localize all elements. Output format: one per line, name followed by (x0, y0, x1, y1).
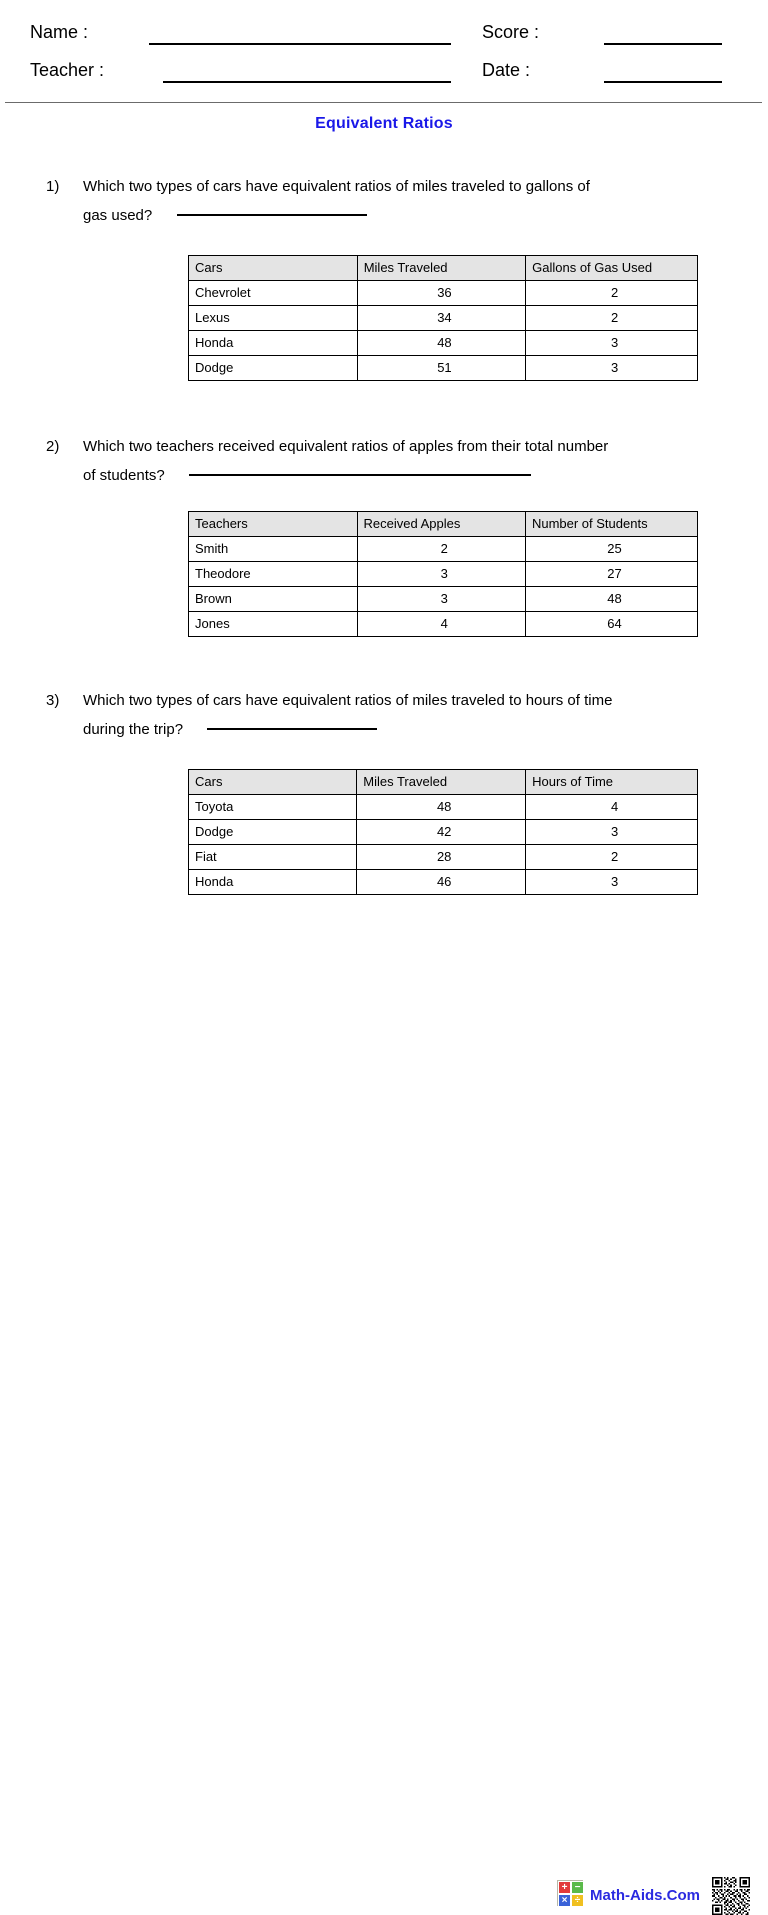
column-header-teachers: Teachers (189, 512, 358, 537)
table-row (189, 306, 698, 331)
cell-value1: 51 (357, 356, 525, 381)
question-3-line-2-text: during the trip? (83, 721, 184, 738)
question-2-text (83, 432, 701, 490)
cell-value1: 28 (357, 845, 526, 870)
page-title: Equivalent Ratios (315, 115, 453, 132)
minus-icon: − (571, 1881, 584, 1894)
table-header-row (189, 256, 698, 281)
table-row (189, 795, 698, 820)
cell-value2: 2 (526, 281, 698, 306)
cell-name: Toyota (189, 795, 357, 820)
name-label: Name : (30, 22, 89, 42)
cell-value2: 4 (526, 795, 698, 820)
question-1-table (188, 255, 698, 381)
table-row (189, 870, 698, 895)
cell-value2: 25 (525, 537, 697, 562)
cell-value2: 3 (526, 820, 698, 845)
question-1-line-2-text: gas used? (83, 207, 153, 224)
cell-value1: 3 (357, 587, 525, 612)
score-input-line[interactable] (604, 43, 722, 45)
question-2-answer-line[interactable] (189, 474, 531, 476)
question-1-line-2 (83, 201, 701, 230)
question-2-number: 2) (46, 438, 60, 455)
table-row (189, 356, 698, 381)
question-2-line-2-text: of students? (83, 467, 165, 484)
column-header-hours-of-time: Hours of Time (526, 770, 698, 795)
teacher-input-line[interactable] (163, 81, 451, 83)
cell-name: Fiat (189, 845, 357, 870)
cell-value2: 2 (526, 845, 698, 870)
site-name-link[interactable]: Math-Aids.Com (590, 1887, 700, 1904)
cell-value1: 48 (357, 331, 525, 356)
cell-name: Theodore (189, 562, 358, 587)
cell-name: Jones (189, 612, 358, 637)
cell-value1: 36 (357, 281, 525, 306)
table-row (189, 845, 698, 870)
column-header-received-apples: Received Apples (357, 512, 525, 537)
cell-value1: 34 (357, 306, 525, 331)
cell-name: Chevrolet (189, 281, 358, 306)
question-3-table (188, 769, 698, 895)
name-input-line[interactable] (149, 43, 451, 45)
cell-value2: 64 (525, 612, 697, 637)
cell-value1: 46 (357, 870, 526, 895)
cell-name: Brown (189, 587, 358, 612)
question-3-text (83, 686, 701, 744)
divide-icon: ÷ (571, 1894, 584, 1907)
teacher-label: Teacher : (30, 60, 105, 80)
table-row (189, 281, 698, 306)
score-label: Score : (482, 22, 540, 42)
cell-name: Smith (189, 537, 358, 562)
cell-value2: 27 (525, 562, 697, 587)
question-1-number: 1) (46, 178, 60, 195)
question-3-line-2 (83, 715, 701, 744)
cell-value1: 48 (357, 795, 526, 820)
question-1-text (83, 172, 701, 230)
table-row (189, 537, 698, 562)
date-label: Date : (482, 60, 531, 80)
cell-value1: 42 (357, 820, 526, 845)
table-row (189, 331, 698, 356)
header-divider (5, 102, 762, 103)
column-header-miles-traveled: Miles Traveled (357, 256, 525, 281)
cell-name: Lexus (189, 306, 358, 331)
plus-icon: + (558, 1881, 571, 1894)
column-header-gallons: Gallons of Gas Used (526, 256, 698, 281)
cell-name: Dodge (189, 356, 358, 381)
column-header-miles-traveled: Miles Traveled (357, 770, 526, 795)
table-row (189, 562, 698, 587)
table-row (189, 612, 698, 637)
table-header-row (189, 770, 698, 795)
cell-value1: 4 (357, 612, 525, 637)
worksheet-footer (0, 930, 768, 1906)
cell-name: Honda (189, 870, 357, 895)
table-row (189, 587, 698, 612)
cell-name: Dodge (189, 820, 357, 845)
table-header-row (189, 512, 698, 537)
question-2-line-2 (83, 461, 701, 490)
date-input-line[interactable] (604, 81, 722, 83)
qr-code-icon (712, 1877, 750, 1915)
worksheet-header (0, 0, 768, 103)
question-2-line-1: Which two teachers received equivalent ratios of apples from their total number (83, 438, 609, 455)
math-aids-logo-icon (557, 1880, 583, 1906)
question-2-table (188, 511, 698, 637)
cell-name: Honda (189, 331, 358, 356)
table-row (189, 820, 698, 845)
cell-value2: 3 (526, 870, 698, 895)
cell-value1: 3 (357, 562, 525, 587)
column-header-cars: Cars (189, 770, 357, 795)
cell-value1: 2 (357, 537, 525, 562)
cell-value2: 3 (526, 331, 698, 356)
column-header-number-of-students: Number of Students (525, 512, 697, 537)
question-3-number: 3) (46, 692, 60, 709)
question-1-line-1: Which two types of cars have equivalent ratios of miles traveled to gallons of (83, 178, 590, 195)
times-icon: × (558, 1894, 571, 1907)
question-3-answer-line[interactable] (207, 728, 377, 730)
question-3-line-1: Which two types of cars have equivalent ratios of miles traveled to hours of time (83, 692, 613, 709)
column-header-cars: Cars (189, 256, 358, 281)
question-1-answer-line[interactable] (177, 214, 367, 216)
cell-value2: 3 (526, 356, 698, 381)
cell-value2: 48 (525, 587, 697, 612)
cell-value2: 2 (526, 306, 698, 331)
